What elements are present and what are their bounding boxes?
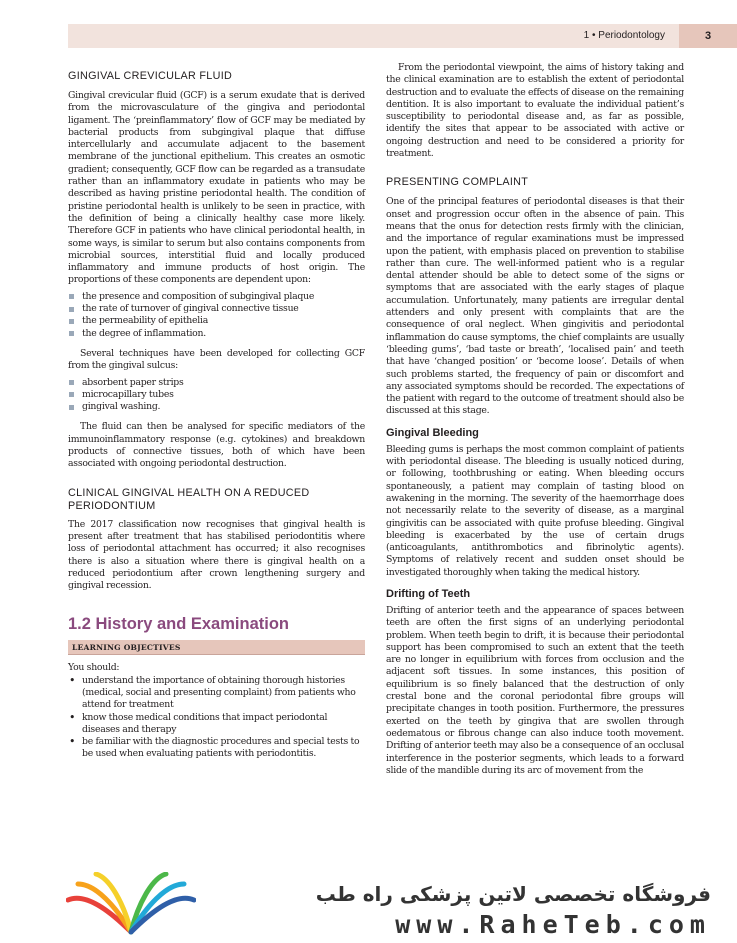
- gcf-heading: GINGIVAL CREVICULAR FLUID: [68, 70, 233, 82]
- watermark-banner: [0, 868, 737, 943]
- left-column: [68, 62, 365, 761]
- page-number: 3: [679, 24, 737, 48]
- gingival-bleeding-heading: Gingival Bleeding: [386, 426, 479, 439]
- gingival-bleeding-paragraph: Bleeding gums is perhaps the most common complaint of patients with periodontal disease. The bleeding is usually noticed during, or following, toothbrushing or eating. When bleeding occurs spontaneously, a patient may complain of tasting blood on awakening in the morning. The severity of the haemorrhage does not necessarily relate to the severity of disease, as a marginal gingivitis can be associated with quite profuse bleeding. Gingival bleeding is exacerbated by the use of certain drugs (anticoagulants, antithrombotics and fibrinolytic agents). Symptoms of relatively recent and sudden onset should be investigated thoroughly when taking the medical history.: [386, 443, 684, 578]
- list-item: • be familiar with the diagnostic procedures and special tests to be used when evaluating patients with periodontitis.: [68, 736, 365, 761]
- list-item: the permeability of epithelia: [68, 315, 365, 327]
- fluid-paragraph: The fluid can then be analysed for specific mediators of the immunoinflammatory response (e.g. cytokines) and breakdown products of connective tissues, both of which have been associated with ongoing periodontal destruction.: [68, 421, 365, 470]
- clinical-heading-line-1: CLINICAL GINGIVAL HEALTH ON A REDUCED: [68, 486, 310, 499]
- list-item: the presence and composition of subgingival plaque: [68, 291, 365, 303]
- right-column: [386, 62, 684, 777]
- running-head: 1 • Periodontology: [583, 30, 665, 41]
- learning-objectives-intro: You should:: [68, 662, 120, 674]
- clinical-health-paragraph: The 2017 classification now recognises that gingival health is present after treatment that has stabilised periodontitis where loss of periodontal attachment has occurred; it also recognises there is also a situation where there is gingival health on a reduced periodontium after crown lengthening surgery and gingival recession.: [68, 518, 365, 592]
- gcf-paragraph: Gingival crevicular fluid (GCF) is a serum exudate that is derived from the microvasculature of the gingiva and periodontal ligament. The ‘preinflammatory’ flow of GCF may be mediated by bacterial products from subgingival plaque that diffuse intercellularly and accumulate adjacent to the basement membrane of the junctional epithelium. This creates an osmotic gradient; consequently, GCF flow can be regarded as a transudate rather than an inflammatory exudate in patients who may be described as having pristine periodontal health. The condition of pristine periodontal health is unlikely to be seen in practice, with the definition of being a clinically healthy case more likely. Therefore GCF in patients who have clinical periodontal health, in some ways, is similar to serum but also contains components from microbial sources, interstitial fluid and locally produced inflammatory and immune products of host origin. The proportions of these components are dependent upon:: [68, 90, 365, 286]
- page-header: [68, 24, 737, 48]
- chapter-section-heading: 1.2 History and Examination: [68, 615, 289, 634]
- presenting-complaint-heading: PRESENTING COMPLAINT: [386, 176, 529, 189]
- techniques-list: [68, 377, 365, 414]
- techniques-paragraph: Several techniques have been developed for collecting GCF from the gingival sulcus:: [68, 347, 365, 372]
- drifting-paragraph: Drifting of anterior teeth and the appearance of spaces between teeth are often the first signs of an underlying periodontal problem. When teeth begin to drift, it is because their periodontal support has been compromised to such an extent that the teeth are no longer in equilibrium with forces from occlusion and the adjacent soft tissues. In some instances, this position of equilibrium is so finely balanced that the destruction of only crestal bone and the coronal periodontal fibre groups will precipitate changes in tooth position. Furthermore, the pressures exerted on the teeth by gingiva that are swollen through oedematous or fibrous change can also induce tooth movement. Drifting of anterior teeth may also be a consequence of an occlusal interference in the posterior segments, which leads to a forward slide of the mandible during its arc of movement from the: [386, 604, 684, 776]
- list-item: microcapillary tubes: [68, 389, 365, 401]
- intro-paragraph: From the periodontal viewpoint, the aims of history taking and the clinical examination are to establish the extent of periodontal destruction and to evaluate the effects of disease on the remaining dentition. It is also important to evaluate the individual patient’s susceptibility to periodontal disease and, as far as possible, identify the sites that appear to be associated with active or ongoing destruction and need to be considered a priority for treatment.: [386, 62, 684, 160]
- book-logo-icon: [66, 872, 196, 938]
- presenting-complaint-paragraph: One of the principal features of periodontal diseases is that their onset and progression occur often in the absence of pain. This means that the onus for detection rests firmly with the clinician, and the importance of regular examinations must be impressed upon the patient, with emphasis placed on prevention to stabilise rather than cure. The well-informed patient who is a regular dental attender should be able to detect some of the signs or symptoms that are associated with the early stages of plaque accumulation. Unfortunately, many patients are irregular dental attenders and only present with complaints that are the consequence of oral neglect. When gingivitis and periodontal inflammation do cause symptoms, the chief complaints are usually ‘bleeding gums’, ‘bad taste or breath’, ‘localised pain’ and teeth that have ‘changed position’ or ‘become loose’. Details of when such problems started, the frequency of pain or discomfort and any associated symptoms should be recorded. The expectations of the patient with regard to the outcome of treatment should also be discussed at this stage.: [386, 196, 684, 417]
- list-item: gingival washing.: [68, 401, 365, 413]
- clinical-heading-line-2: PERIODONTIUM: [68, 499, 156, 512]
- learning-objectives-list: [68, 675, 365, 761]
- list-item: • understand the importance of obtaining thorough histories (medical, social and presenting complaint) from patients who attend for treatment: [68, 675, 365, 712]
- gcf-list: [68, 291, 365, 340]
- list-item: the rate of turnover of gingival connective tissue: [68, 303, 365, 315]
- list-item: • know those medical conditions that impact periodontal diseases and therapy: [68, 712, 365, 737]
- clinical-health-heading: [68, 487, 365, 513]
- watermark-persian-text: فروشگاه تخصصی لاتین پزشکی راه طب: [315, 882, 711, 906]
- watermark-url: www.RaheTeb.com: [395, 910, 711, 939]
- drifting-heading: Drifting of Teeth: [386, 587, 471, 600]
- list-item: the degree of inflammation.: [68, 328, 365, 340]
- learning-objectives-bar: LEARNING OBJECTIVES: [68, 640, 365, 655]
- list-item: absorbent paper strips: [68, 377, 365, 389]
